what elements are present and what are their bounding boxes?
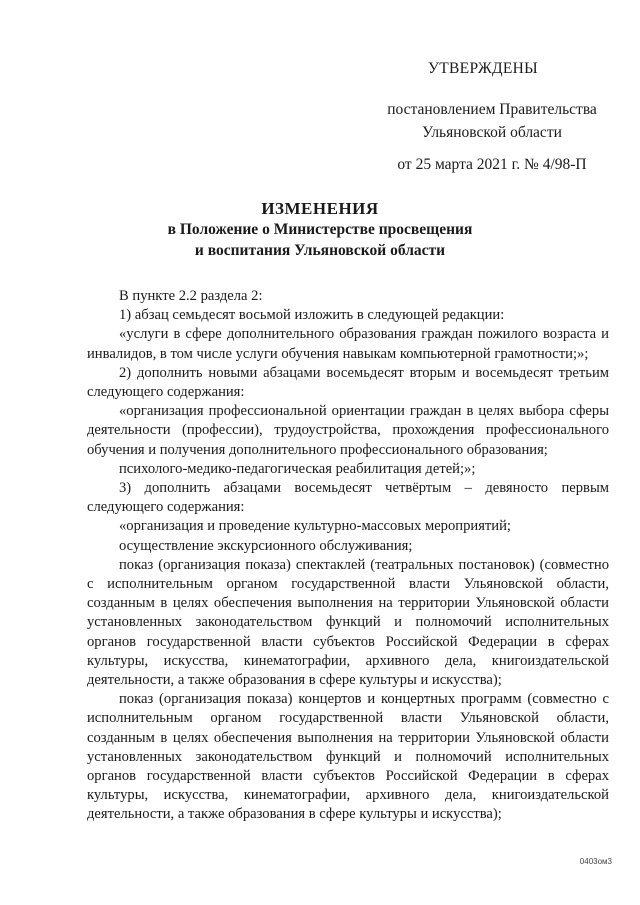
paragraph: осуществление экскурсионного обслуживания;: [119, 537, 413, 554]
approval-title: УТВЕРЖДЕНЫ: [428, 60, 538, 77]
paragraph: «услуги в сфере дополнительного образования граждан пожилого возраста и инвалидов, в том числе услуги обучения навыкам компьютерной грамотности;»;: [87, 326, 609, 362]
heading-title: ИЗМЕНЕНИЯ: [261, 199, 379, 218]
heading-subtitle-2: и воспитания Ульяновской области: [194, 242, 446, 259]
paragraph: показ (организация показа) спектаклей (театральных постановок) (совместно с исполнительным органом государственной власти Ульяновской области, созданным в целях обеспечения выполнения на территории Ульяновской области установленных законодательством функций и полномочий исполнительных органов государственной власти субъектов Российской Федерации в сферах культуры, искусства, кинематографии, архивного дела, книгоиздательской деятельности, а также образования в сфере культуры и искусства);: [87, 556, 609, 689]
document-body: [87, 287, 609, 825]
heading-subtitle-1: в Положение о Министерстве просвещения: [167, 221, 473, 238]
approval-line-3: от 25 марта 2021 г. № 4/98-П: [397, 156, 587, 173]
paragraph: «организация профессиональной ориентации граждан в целях выбора сферы деятельности (профессии), трудоустройства, прохождения профессионального обучения и получения дополнительного профессионального образования;: [87, 403, 609, 458]
paragraph: 1) абзац семьдесят восьмой изложить в следующей редакции:: [119, 307, 505, 324]
paragraph: 3) дополнить абзацами восемьдесят четвёртым – девяносто первым следующего содержания:: [87, 480, 609, 516]
paragraph: психолого-медико-педагогическая реабилитация детей;»;: [119, 460, 476, 477]
footer-code: 0403ом3: [579, 857, 612, 866]
paragraph: показ (организация показа) концертов и концертных программ (совместно с исполнительным органом государственной власти Ульяновской области, созданным в целях обеспечения выполнения на территории Ульяновской области установленных законодательством функций и полномочий исполнительных органов государственной власти субъектов Российской Федерации в сферах культуры, искусства, кинематографии, архивного дела, книгоиздательской деятельности, а также образования в сфере культуры и искусства);: [87, 691, 609, 823]
paragraph: 2) дополнить новыми абзацами восемьдесят вторым и восемьдесят третьим следующего содержания:: [87, 364, 609, 401]
paragraph: «организация и проведение культурно-массовых мероприятий;: [119, 518, 511, 535]
approval-line-2: Ульяновской области: [422, 124, 562, 141]
paragraph: В пункте 2.2 раздела 2:: [119, 288, 263, 304]
document-heading: [70, 198, 570, 261]
approval-stamp: [372, 57, 612, 176]
approval-line-1: постановлением Правительства: [387, 101, 597, 118]
